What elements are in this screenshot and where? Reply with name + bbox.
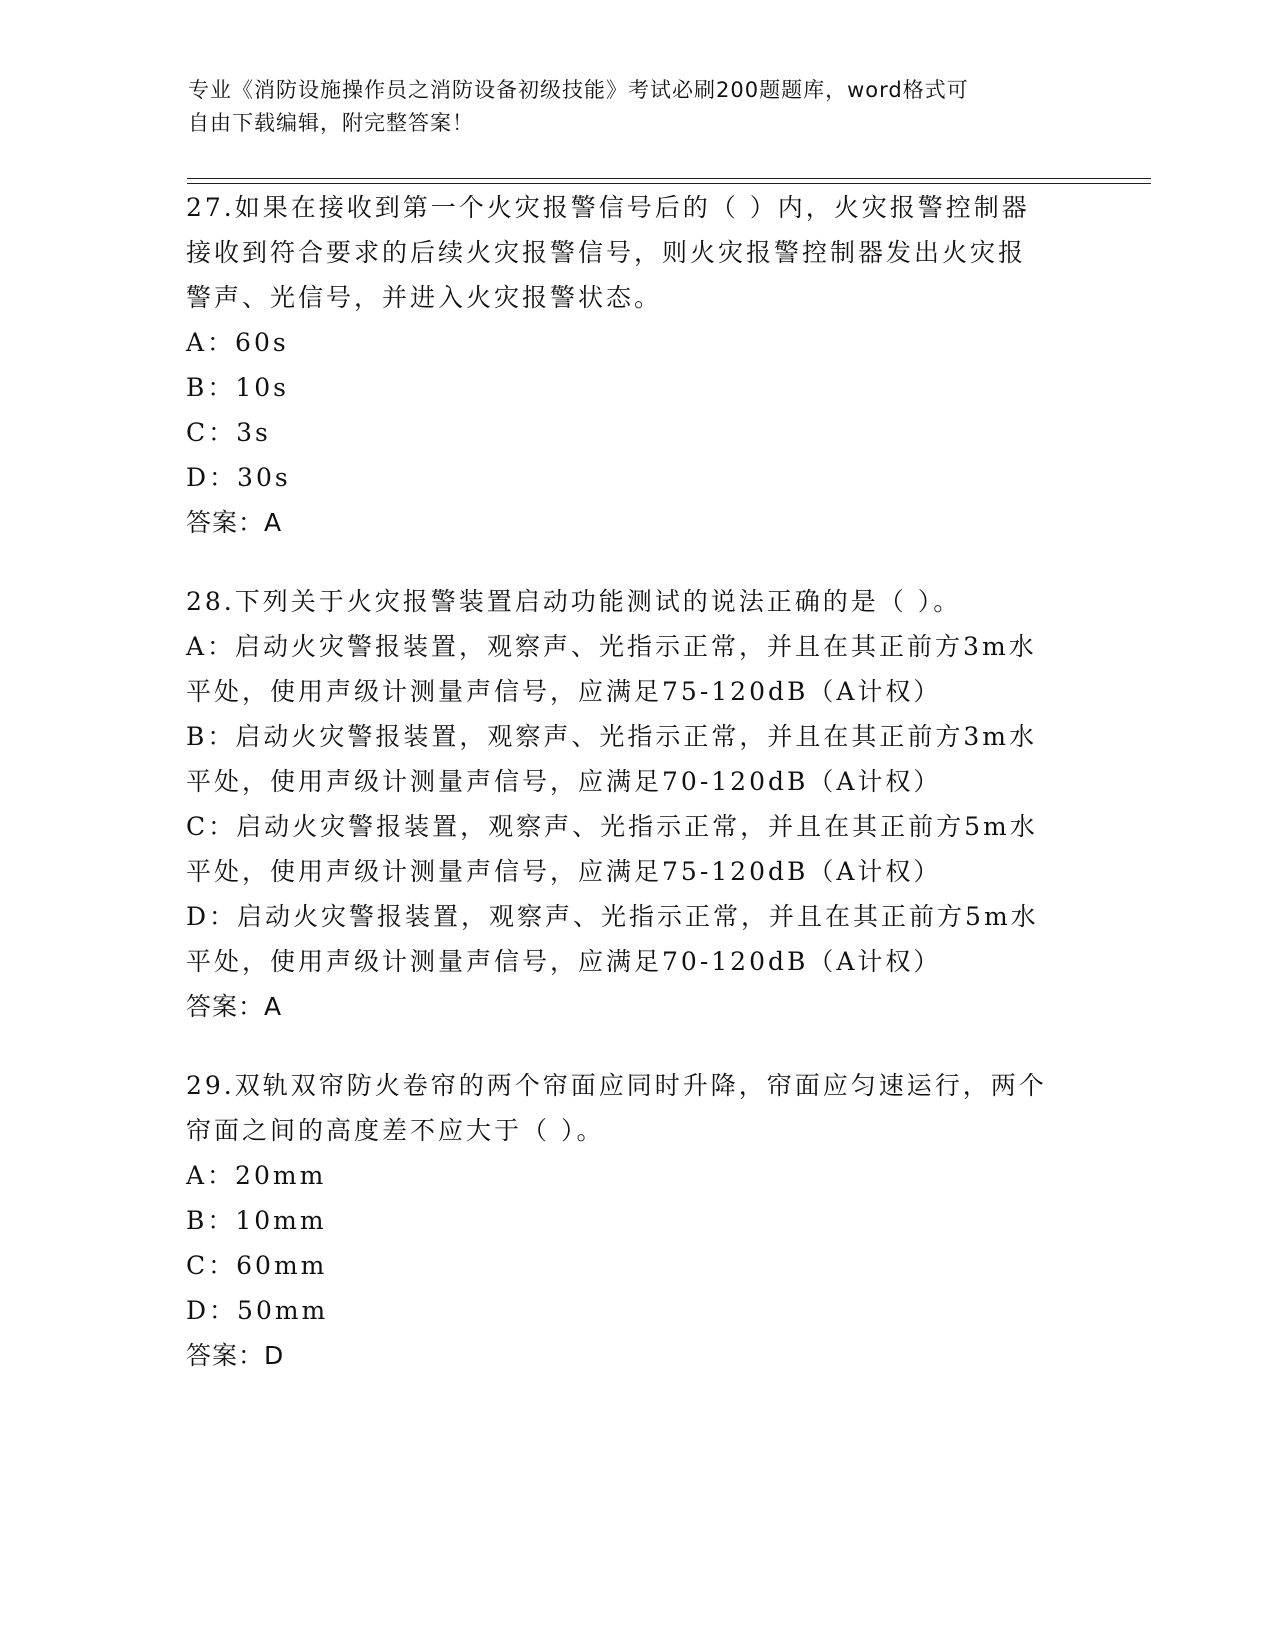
question-29 [186,1063,1086,1378]
option-line: D：启动火灾警报装置，观察声、光指示正常，并且在其正前方5m水 [186,902,1039,931]
option-b: B：10mm [186,1206,327,1235]
option-line: A：启动火灾警报装置，观察声、光指示正常，并且在其正前方3m水 [186,632,1037,661]
option-b: B：10s [186,373,290,402]
option-c: C：3s [186,418,271,447]
option-a: A：60s [186,328,289,357]
option-d: D：30s [186,463,291,492]
question-text-line: 27.如果在接收到第一个火灾报警信号后的（ ）内，火灾报警控制器 [186,193,1030,222]
answer-label: 答案：A [186,992,283,1021]
option-d: D：50mm [186,1296,329,1325]
answer-label: 答案：A [186,508,283,537]
option-c [186,804,1086,894]
option-line: 平处，使用声级计测量声信号，应满足70-120dB（A计权） [186,947,942,976]
header-divider-bottom [187,183,1151,184]
header-line-2: 自由下载编辑，附完整答案！ [188,111,474,135]
option-a [186,624,1086,714]
option-a: A：20mm [186,1161,327,1190]
question-text [186,579,1086,624]
option-line: 平处，使用声级计测量声信号，应满足75-120dB（A计权） [186,857,942,886]
option-line: B：启动火灾警报装置，观察声、光指示正常，并且在其正前方3m水 [186,722,1037,751]
question-text-line: 29.双轨双帘防火卷帘的两个帘面应同时升降，帘面应匀速运行，两个 [186,1071,1047,1100]
option-line: C：启动火灾警报装置，观察声、光指示正常，并且在其正前方5m水 [186,812,1038,841]
header-line-1: 专业《消防设施操作员之消防设备初级技能》考试必刷200题题库，word格式可 [188,78,969,102]
question-text-line: 帘面之间的高度差不应大于（ ）。 [186,1116,605,1145]
question-list [186,185,1086,1412]
question-28 [186,579,1086,1029]
answer-label: 答案：D [186,1341,285,1370]
option-line: 平处，使用声级计测量声信号，应满足70-120dB（A计权） [186,767,942,796]
option-d [186,894,1086,984]
option-c: C：60mm [186,1251,328,1280]
question-text [186,185,1086,320]
question-text-line: 接收到符合要求的后续火灾报警信号，则火灾报警控制器发出火灾报 [186,238,1027,267]
document-header [188,74,1088,140]
question-27 [186,185,1086,545]
header-divider-top [187,178,1151,179]
option-line: 平处，使用声级计测量声信号，应满足75-120dB（A计权） [186,677,942,706]
question-text-line: 警声、光信号，并进入火灾报警状态。 [186,283,663,312]
question-text-line: 28.下列关于火灾报警装置启动功能测试的说法正确的是（ ）。 [186,587,962,616]
option-b [186,714,1086,804]
question-text [186,1063,1086,1153]
